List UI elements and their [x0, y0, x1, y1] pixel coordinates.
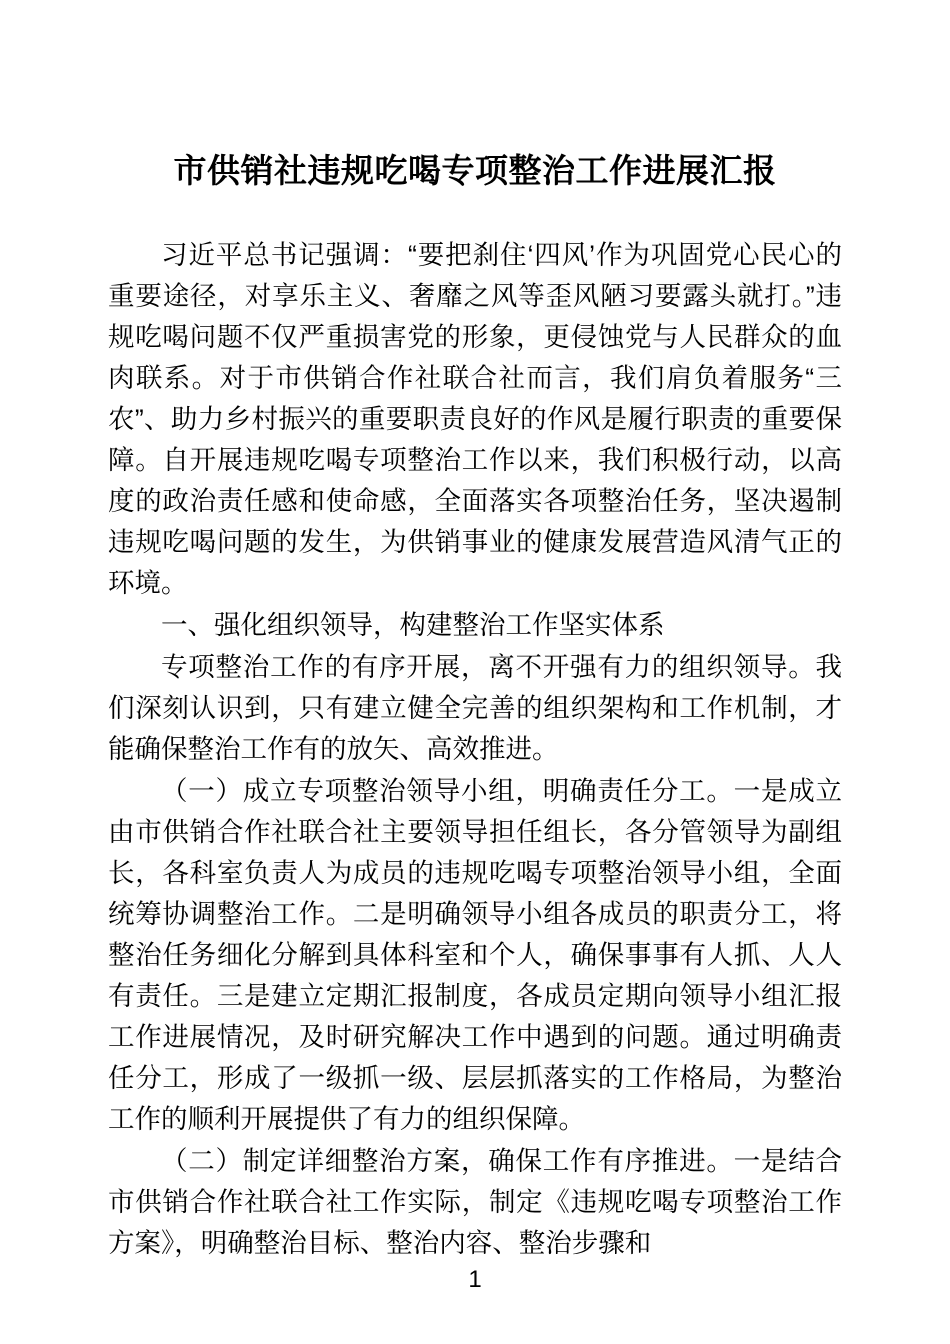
- page-number: 1: [468, 1266, 482, 1293]
- body-paragraph: （二）制定详细整治方案，确保工作有序推进。一是结合市供销合作社联合社工作实际，制定《违规吃喝专项整治工作方案》，明确整治目标、整治内容、整治步骤和: [108, 1145, 842, 1258]
- body-paragraph: 习近平总书记强调：“要把刹住‘四风’作为巩固党心民心的重要途径，对享乐主义、奢靡之风等歪风陋习要露头就打。”违规吃喝问题不仅严重损害党的形象，更侵蚀党与人民群众的血肉联系。对于市供销合作社联合社而言，我们肩负着服务“三农”、助力乡村振兴的重要职责良好的作风是履行职责的重要保障。自开展违规吃喝专项整治工作以来，我们积极行动，以高度的政治责任感和使命感，全面落实各项整治任务，坚决遏制违规吃喝问题的发生，为供销事业的健康发展营造风清气正的环境。: [108, 239, 842, 598]
- body-paragraph: 专项整治工作的有序开展，离不开强有力的组织领导。我们深刻认识到，只有建立健全完善的组织架构和工作机制，才能确保整治工作有的放矢、高效推进。: [108, 651, 842, 764]
- page-title: 市供销社违规吃喝专项整治工作进展汇报: [173, 152, 777, 189]
- body-paragraph: （一）成立专项整治领导小组，明确责任分工。一是成立由市供销合作社联合社主要领导担任组长，各分管领导为副组长，各科室负责人为成员的违规吃喝专项整治领导小组，全面统筹协调整治工作。二是明确领导小组各成员的职责分工，将整治任务细化分解到具体科室和个人，确保事事有人抓、人人有责任。三是建立定期汇报制度，各成员定期向领导小组汇报工作进展情况，及时研究解决工作中遇到的问题。通过明确责任分工，形成了一级抓一级、层层抓落实的工作格局，为整治工作的顺利开展提供了有力的组织保障。: [108, 775, 842, 1134]
- section-heading-1: 一、强化组织领导，构建整治工作坚实体系: [161, 609, 665, 640]
